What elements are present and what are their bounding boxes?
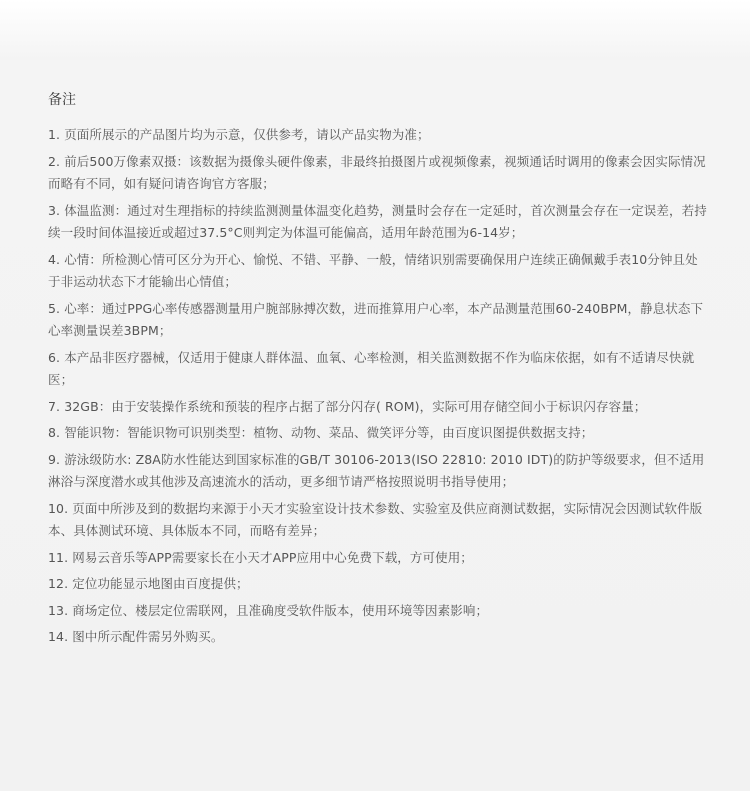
note-item-4: 4. 心情：所检测心情可区分为开心、愉悦、不错、平静、一般，情绪识别需要确保用户连续正确佩戴手表10分钟且处于非运动状态下才能输出心情值； bbox=[48, 251, 698, 289]
note-item-9: 9. 游泳级防水: Z8A防水性能达到国家标准的GB/T 30106-2013(ISO 22810: 2010 IDT)的防护等级要求，但不适用淋浴与深度潜水或其他涉及高速流水的活动，更多细节请严格按照说明书指导使用； bbox=[48, 451, 705, 489]
notes-list bbox=[48, 124, 708, 649]
note-item-6: 6. 本产品非医疗器械，仅适用于健康人群体温、血氧、心率检测，相关监测数据不作为临床依据，如有不适请尽快就医； bbox=[48, 349, 695, 387]
note-item-13: 13. 商场定位、楼层定位需联网，且准确度受软件版本，使用环境等因素影响； bbox=[48, 602, 489, 618]
note-item-10: 10. 页面中所涉及到的数据均来源于小天才实验室设计技术参数、实验室及供应商测试数据，实际情况会因测试软件版本、具体测试环境、具体版本不同，而略有差异； bbox=[48, 500, 703, 538]
note-item-12: 12. 定位功能显示地图由百度提供； bbox=[48, 576, 249, 591]
note-item-14: 14. 图中所示配件需另外购买。 bbox=[48, 629, 224, 644]
note-item-7: 7. 32GB：由于安装操作系统和预装的程序占据了部分闪存( ROM)，实际可用存储空间小于标识闪存容量； bbox=[48, 398, 647, 414]
note-item-1: 1. 页面所展示的产品图片均为示意，仅供参考，请以产品实物为准； bbox=[48, 127, 430, 142]
note-item-2: 2. 前后500万像素双摄：该数据为摄像头硬件像素，非最终拍摄图片或视频像素，视频通话时调用的像素会因实际情况而略有不同，如有疑问请咨询官方客服； bbox=[48, 153, 706, 191]
notes-section bbox=[48, 88, 708, 653]
note-item-3: 3. 体温监测：通过对生理指标的持续监测测量体温变化趋势，测量时会存在一定延时，首次测量会存在一定误差，若持续一段时间体温接近或超过37.5°C则判定为体温可能偏高，适用年龄范围为6-14岁； bbox=[48, 202, 707, 240]
note-item-8: 8. 智能识物：智能识物可识别类型：植物、动物、菜品、微笑评分等，由百度识图提供数据支持； bbox=[48, 425, 594, 440]
note-item-5: 5. 心率：通过PPG心率传感器测量用户腕部脉搏次数，进而推算用户心率，本产品测量范围60-240BPM，静息状态下心率测量误差3BPM； bbox=[48, 300, 704, 338]
note-item-11: 11. 网易云音乐等APP需要家长在小天才APP应用中心免费下载，方可使用； bbox=[48, 549, 473, 565]
notes-title: 备注 bbox=[48, 92, 76, 108]
